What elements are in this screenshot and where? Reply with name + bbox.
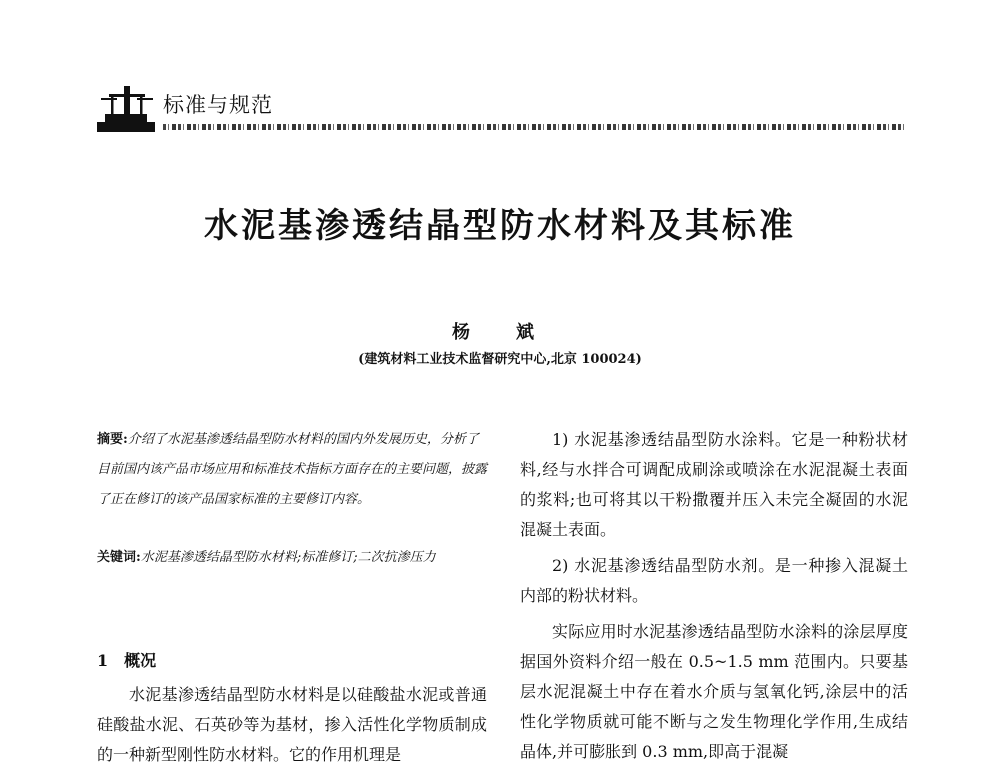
keywords-lead: 关键词: bbox=[97, 550, 141, 565]
section-heading: 1 概况 bbox=[97, 651, 157, 670]
application-paragraph: 实际应用时水泥基渗透结晶型防水涂料的涂层厚度据国外资料介绍一般在 0.5~1.5 mm 范围内。只要基层水泥混凝土中存在着水介质与氢氧化钙,涂层中的活性化学物质就可能不断与之发生物理化学作用,生成结晶体,并可膨胀到 0.3 mm,即高于混凝 bbox=[520, 622, 908, 761]
abstract-text: 介绍了水泥基渗透结晶型防水材料的国内外发展历史，分析了目前国内该产品市场应用和标准技术指标方面存在的主要问题，披露了正在修订的该产品国家标准的主要修订内容。 bbox=[97, 432, 488, 507]
journal-logo-icon bbox=[97, 84, 157, 134]
journal-header bbox=[97, 84, 907, 136]
keywords bbox=[97, 543, 487, 573]
left-body bbox=[97, 680, 487, 770]
keywords-text: 水泥基渗透结晶型防水材料;标准修订;二次抗渗压力 bbox=[140, 550, 436, 565]
section-label: 标准与规范 bbox=[163, 93, 273, 117]
article-author: 杨 斌 bbox=[452, 322, 548, 343]
author-affiliation: (建筑材料工业技术监督研究中心,北京 100024) bbox=[358, 352, 642, 367]
coating-paragraph: 1) 水泥基渗透结晶型防水涂料。它是一种粉状材料,经与水拌合可调配成刷涂或喷涂在水泥混凝土表面的浆料;也可将其以干粉撒覆并压入未完全凝固的水泥混凝土表面。 bbox=[520, 430, 908, 539]
abstract-lead: 摘要: bbox=[97, 432, 128, 447]
right-body bbox=[520, 425, 908, 767]
article-title: 水泥基渗透结晶型防水材料及其标准 bbox=[204, 206, 796, 246]
abstract bbox=[97, 425, 487, 515]
overview-paragraph: 水泥基渗透结晶型防水材料是以硅酸盐水泥或普通硅酸盐水泥、石英砂等为基材，掺入活性化学物质制成的一种新型刚性防水材料。它的作用机理是 bbox=[97, 685, 487, 764]
header-rule bbox=[163, 124, 907, 130]
admixture-paragraph: 2) 水泥基渗透结晶型防水剂。是一种掺入混凝土内部的粉状材料。 bbox=[520, 556, 908, 605]
